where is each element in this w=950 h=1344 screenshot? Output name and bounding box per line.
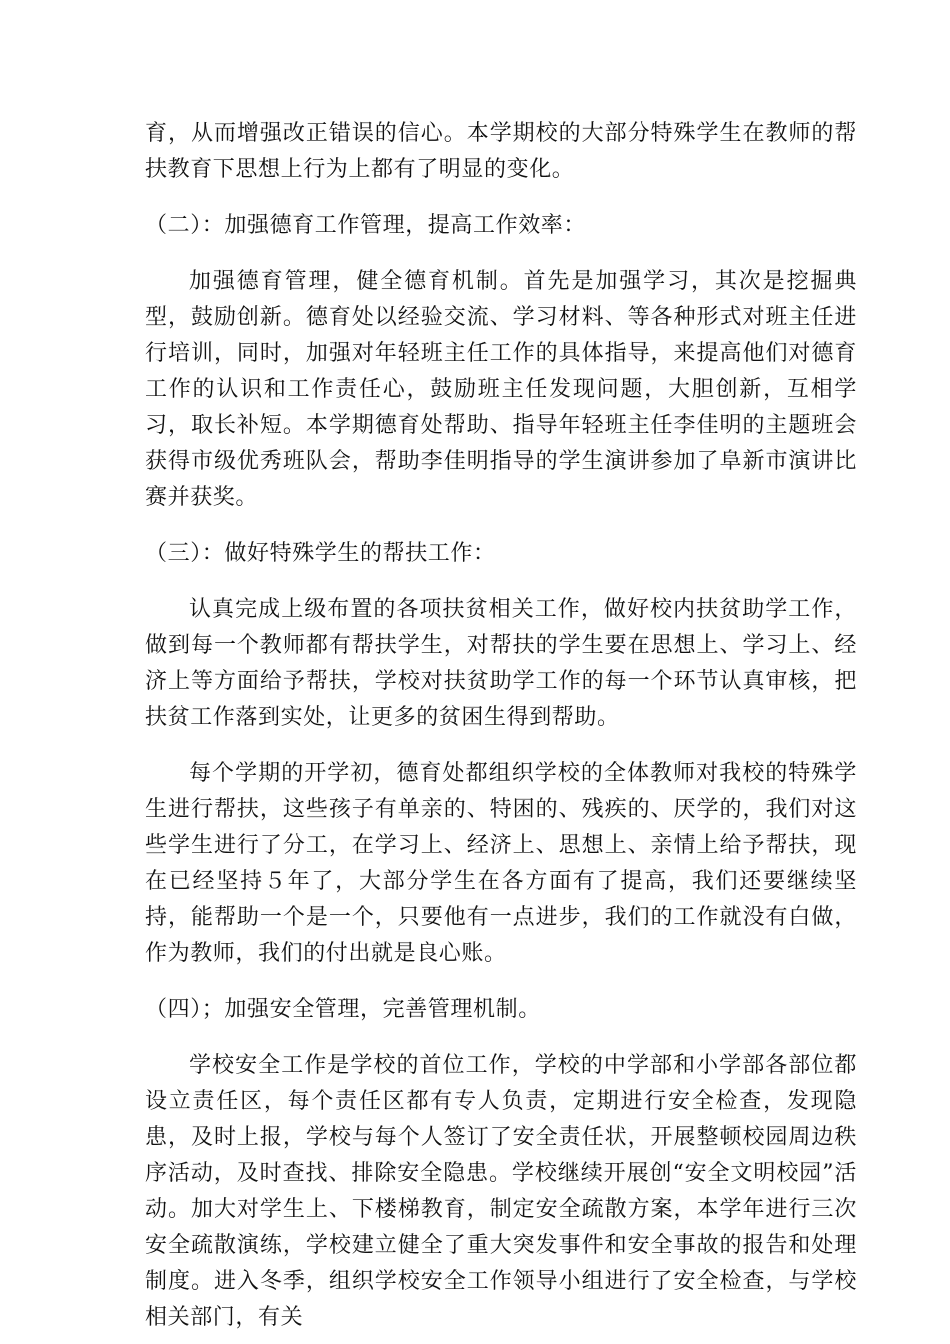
section-heading-2: （二）：加强德育工作管理，提高工作效率： xyxy=(145,213,587,238)
paragraph-poverty-aid: 认真完成上级布置的各项扶贫相关工作，做好校内扶贫助学工作，做到每一个教师都有帮扶学生，对帮扶的学生要在思想上、学习上、经济上等方面给予帮扶，学校对扶贫助学工作的每一个环节认真审核，把扶贫工作落到实处，让更多的贫困生得到帮助。 xyxy=(145,597,857,730)
section-heading-4: （四）；加强安全管理，完善管理机制。 xyxy=(145,997,541,1022)
paragraph-special-students: 每个学期的开学初，德育处都组织学校的全体教师对我校的特殊学生进行帮扶，这些孩子有单亲的、特困的、残疾的、厌学的，我们对这些学生进行了分工，在学习上、经济上、思想上、亲情上给予帮扶，现在已经坚持５年了，大部分学生在各方面有了提高，我们还要继续坚持，能帮助一个是一个，只要他有一点进步，我们的工作就没有白做，作为教师，我们的付出就是良心账。 xyxy=(145,761,857,966)
paragraph-moral-education: 加强德育管理，健全德育机制。首先是加强学习，其次是挖掘典型，鼓励创新。德育处以经验交流、学习材料、等各种形式对班主任进行培训，同时，加强对年轻班主任工作的具体指导，来提高他们对德育工作的认识和工作责任心，鼓励班主任发现问题，大胆创新，互相学习，取长补短。本学期德育处帮助、指导年轻班主任李佳明的主题班会获得市级优秀班队会，帮助李佳明指导的学生演讲参加了阜新市演讲比赛并获奖。 xyxy=(145,269,857,510)
section-heading-3: （三）：做好特殊学生的帮扶工作： xyxy=(145,541,496,566)
paragraph-continuation: 育，从而增强改正错误的信心。本学期校的大部分特殊学生在教师的帮扶教育下思想上行为上都有了明显的变化。 xyxy=(145,121,857,182)
document-body xyxy=(145,116,857,1336)
paragraph-safety: 学校安全工作是学校的首位工作，学校的中学部和小学部各部位都设立责任区，每个责任区都有专人负责，定期进行安全检查，发现隐患，及时上报，学校与每个人签订了安全责任状，开展整顿校园周边秩序活动，及时查找、排除安全隐患。学校继续开展创“安全文明校园”活动。加大对学生上、下楼梯教育，制定安全疏散方案，本学年进行三次安全疏散演练，学校建立健全了重大突发事件和安全事故的报告和处理制度。进入冬季，组织学校安全工作领导小组进行了安全检查，与学校相关部门，有关 xyxy=(145,1053,857,1330)
